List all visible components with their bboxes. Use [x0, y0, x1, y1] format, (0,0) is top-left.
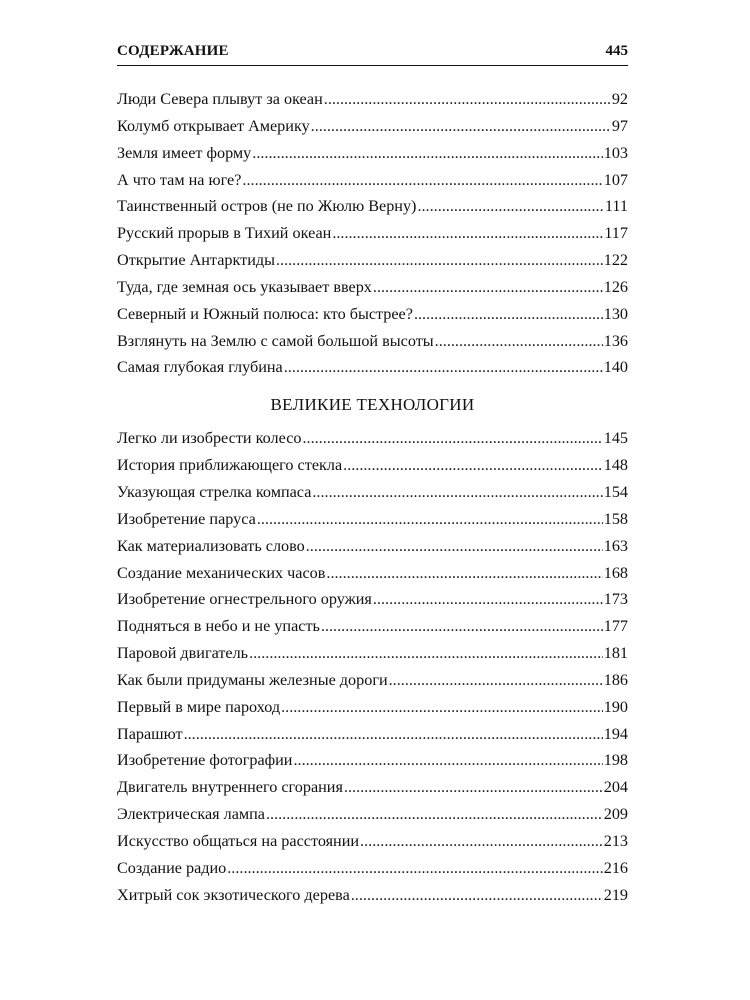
dot-leader	[249, 640, 603, 667]
toc-list-part1	[117, 86, 628, 381]
dot-leader	[351, 882, 603, 909]
toc-entry-title: Подняться в небо и не упасть	[117, 617, 320, 636]
dot-leader	[435, 328, 603, 355]
toc-entry-title: Паровой двигатель	[117, 644, 249, 663]
toc-entry	[117, 774, 628, 801]
toc-entry	[117, 452, 628, 479]
toc-entry	[117, 220, 628, 247]
toc-entry	[117, 274, 628, 301]
toc-entry-title: Взглянуть на Землю с самой большой высоты	[117, 331, 434, 350]
toc-entry-page: 213	[603, 831, 628, 850]
toc-page	[117, 38, 628, 908]
toc-entry-page: 168	[603, 563, 628, 582]
header-page-number: 445	[605, 43, 628, 59]
toc-entry	[117, 667, 628, 694]
toc-entry	[117, 828, 628, 855]
toc-entry-page: 107	[603, 170, 628, 189]
toc-entry-title: Электрическая лампа	[117, 805, 265, 824]
toc-entry	[117, 801, 628, 828]
toc-entry	[117, 694, 628, 721]
toc-entry-title: Открытие Антарктиды	[117, 251, 275, 270]
dot-leader	[184, 721, 603, 748]
dot-leader	[293, 747, 602, 774]
toc-entry-page: 97	[611, 116, 628, 135]
toc-entry-page: 173	[603, 590, 628, 609]
toc-entry-title: Русский прорыв в Тихий океан	[117, 224, 332, 243]
toc-entry-page: 158	[603, 509, 628, 528]
dot-leader	[373, 586, 603, 613]
toc-entry-title: Искусство общаться на расстоянии	[117, 831, 360, 850]
toc-entry-page: 148	[603, 456, 628, 475]
toc-entry	[117, 613, 628, 640]
dot-leader	[281, 694, 603, 721]
toc-entry-page: 209	[603, 805, 628, 824]
toc-entry	[117, 301, 628, 328]
dot-leader	[257, 506, 603, 533]
toc-entry-page: 145	[603, 429, 628, 448]
toc-entry	[117, 882, 628, 909]
toc-entry-title: Первый в мире пароход	[117, 697, 281, 716]
toc-entry-page: 130	[603, 304, 628, 323]
dot-leader	[276, 247, 603, 274]
dot-leader	[332, 220, 603, 247]
toc-entry	[117, 86, 628, 113]
dot-leader	[360, 828, 603, 855]
toc-entry-title: Колумб открывает Америку	[117, 116, 310, 135]
toc-entry-title: Изобретение огнестрельного оружия	[117, 590, 372, 609]
toc-entry	[117, 506, 628, 533]
dot-leader	[306, 533, 603, 560]
toc-entry-page: 117	[604, 224, 628, 243]
toc-entry-title: Изобретение паруса	[117, 509, 256, 528]
toc-entry-page: 163	[603, 536, 628, 555]
toc-entry-title: Хитрый сок экзотического дерева	[117, 885, 350, 904]
toc-entry-title: Земля имеет форму	[117, 143, 252, 162]
toc-entry	[117, 479, 628, 506]
toc-entry-page: 140	[603, 358, 628, 377]
toc-entry-title: Как были придуманы железные дороги	[117, 670, 388, 689]
toc-entry-page: 126	[603, 277, 628, 296]
toc-entry-title: Указующая стрелка компаса	[117, 482, 312, 501]
toc-entry-page: 216	[603, 858, 628, 877]
toc-entry-page: 186	[603, 670, 628, 689]
dot-leader	[312, 479, 602, 506]
toc-entry	[117, 167, 628, 194]
toc-entry	[117, 113, 628, 140]
toc-entry-title: Как материализовать слово	[117, 536, 305, 555]
toc-entry	[117, 640, 628, 667]
toc-entry-page: 122	[603, 251, 628, 270]
toc-entry-title: Создание механических часов	[117, 563, 326, 582]
toc-entry-title: А что там на юге?	[117, 170, 242, 189]
dot-leader	[417, 193, 603, 220]
toc-entry-page: 177	[603, 617, 628, 636]
dot-leader	[344, 774, 603, 801]
toc-entry-page: 198	[603, 751, 628, 770]
dot-leader	[389, 667, 603, 694]
toc-entry-title: Туда, где земная ось указывает вверх	[117, 277, 372, 296]
dot-leader	[242, 167, 602, 194]
toc-entry-page: 92	[611, 90, 628, 108]
toc-entry-page: 190	[603, 697, 628, 716]
dot-leader	[321, 613, 603, 640]
toc-entry	[117, 140, 628, 167]
toc-entry	[117, 855, 628, 882]
toc-entry-page: 136	[603, 331, 628, 350]
toc-entry-title: Двигатель внутреннего сгорания	[117, 778, 343, 797]
dot-leader	[252, 140, 602, 167]
toc-entry	[117, 747, 628, 774]
dot-leader	[302, 425, 602, 452]
toc-entry-page: 204	[603, 778, 628, 797]
toc-entry	[117, 193, 628, 220]
toc-entry-page: 111	[604, 197, 628, 216]
toc-entry-page: 103	[603, 143, 628, 162]
dot-leader	[324, 86, 611, 113]
dot-leader	[266, 801, 603, 828]
dot-leader	[326, 560, 602, 587]
toc-entry-page: 194	[603, 724, 628, 743]
toc-entry-title: Таинственный остров (не по Жюлю Верну)	[117, 197, 417, 216]
toc-entry	[117, 560, 628, 587]
toc-entry-page: 181	[603, 644, 628, 663]
toc-entry-title: Парашют	[117, 724, 183, 743]
toc-entry	[117, 721, 628, 748]
dot-leader	[227, 855, 602, 882]
toc-entry-title: Изобретение фотографии	[117, 751, 293, 770]
toc-entry-title: Люди Севера плывут за океан	[117, 90, 323, 108]
dot-leader	[414, 301, 603, 328]
dot-leader	[311, 113, 611, 140]
section-title: ВЕЛИКИЕ ТЕХНОЛОГИИ	[270, 395, 475, 415]
toc-entry	[117, 425, 628, 452]
toc-entry	[117, 247, 628, 274]
toc-entry-title: Северный и Южный полюса: кто быстрее?	[117, 304, 413, 323]
toc-entry-title: Легко ли изобрести колесо	[117, 429, 302, 448]
dot-leader	[284, 354, 603, 381]
toc-entry-title: Создание радио	[117, 858, 227, 877]
toc-entry	[117, 354, 628, 381]
toc-entry	[117, 586, 628, 613]
running-header	[117, 38, 628, 60]
dot-leader	[343, 452, 603, 479]
toc-entry-page: 154	[603, 482, 628, 501]
header-rule	[117, 65, 628, 66]
toc-entry-title: История приближающего стекла	[117, 456, 343, 475]
dot-leader	[373, 274, 603, 301]
header-title: СОДЕРЖАНИЕ	[117, 43, 229, 59]
toc-entry	[117, 328, 628, 355]
toc-list-section2	[117, 425, 628, 908]
toc-entry-page: 219	[603, 885, 628, 904]
toc-entry-title: Самая глубокая глубина	[117, 358, 283, 377]
toc-entry	[117, 533, 628, 560]
